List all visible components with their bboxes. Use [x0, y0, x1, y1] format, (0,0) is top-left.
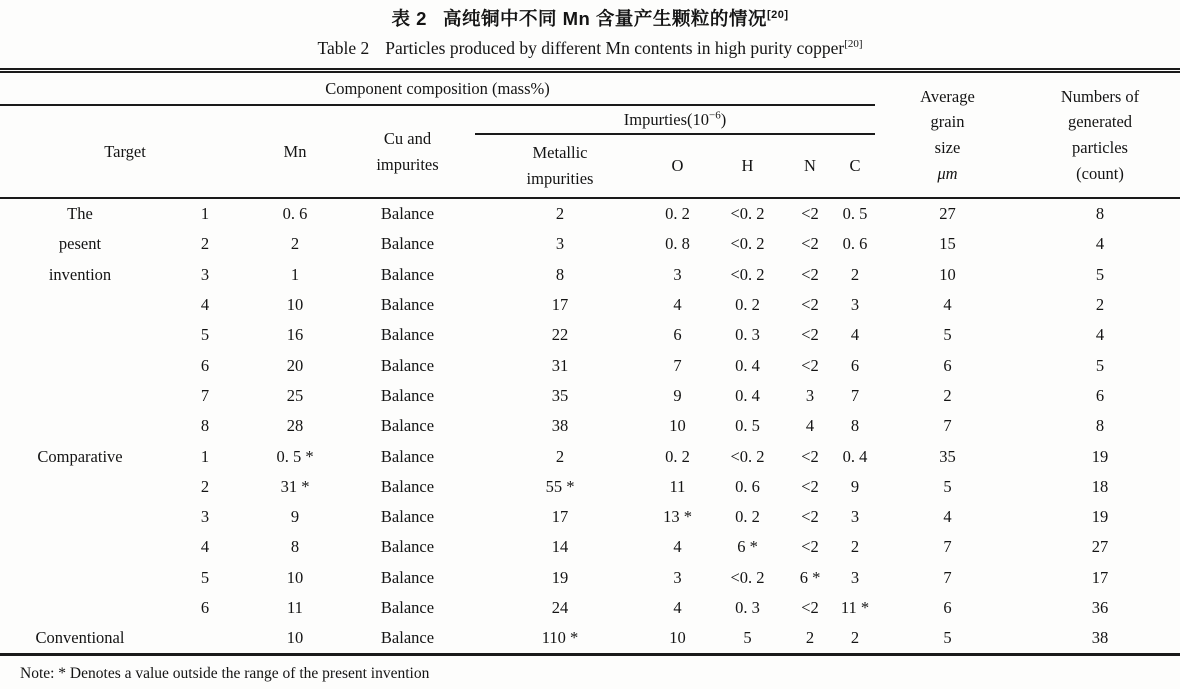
cell-target [0, 593, 160, 623]
cell-o: 10 [669, 628, 686, 648]
cell-target: The [67, 204, 93, 224]
cell-mn: 2 [290, 234, 300, 254]
cell-metallic: 2 [555, 204, 565, 224]
cell-o: 3 [673, 567, 682, 587]
cell-o: 4 [673, 295, 682, 315]
cell-c: 0. 4 [842, 446, 868, 466]
col-header-c: C [849, 156, 861, 176]
cell-no [160, 623, 250, 655]
cell-grain: 5 [943, 628, 952, 648]
cell-mn: 28 [286, 416, 304, 436]
citation-superscript-zh: [20] [766, 8, 789, 21]
cell-c: 0. 5 [842, 204, 868, 224]
cell-grain: 5 [943, 325, 952, 345]
cell-n: 3 [805, 385, 815, 405]
cell-no: 6 [200, 355, 210, 375]
cell-target [0, 320, 160, 350]
cell-mn: 25 [286, 385, 304, 405]
cell-c: 9 [850, 476, 860, 496]
impurties-exponent: −6 [709, 109, 721, 122]
table-row [0, 290, 1180, 320]
cell-n: <2 [801, 476, 819, 496]
cell-target [0, 532, 160, 562]
cell-cu: Balance [380, 476, 435, 496]
cell-o: 0. 2 [665, 204, 690, 224]
table-row [0, 198, 1180, 229]
table-body [0, 198, 1180, 655]
cell-cu: Balance [380, 446, 435, 466]
table-row [0, 350, 1180, 380]
cell-c: 3 [850, 295, 860, 315]
caption-en-text: Particles produced by different Mn contents in high purity copper [385, 38, 845, 58]
header-line: generated [1067, 112, 1133, 132]
cell-cu: Balance [380, 234, 435, 254]
cell-metallic: 3 [555, 234, 565, 254]
table-row [0, 260, 1180, 290]
cell-c: 0. 6 [842, 234, 868, 254]
cell-h: <0. 2 [730, 234, 765, 254]
cell-o: 0. 2 [665, 446, 690, 466]
cell-h: 0. 4 [735, 385, 760, 405]
cell-particles: 2 [1095, 295, 1105, 315]
table-row [0, 532, 1180, 562]
cell-grain: 15 [939, 234, 956, 254]
cell-n: <2 [801, 446, 819, 466]
cell-grain: 5 [943, 476, 952, 496]
citation-superscript-en: [20] [844, 38, 863, 51]
cell-target: pesent [58, 234, 102, 254]
cell-particles: 8 [1095, 204, 1105, 224]
cell-grain: 4 [943, 507, 952, 527]
col-header-impurties [475, 105, 875, 134]
table-row [0, 381, 1180, 411]
cell-cu: Balance [380, 567, 435, 587]
cell-mn: 10 [286, 567, 304, 587]
cell-no: 3 [200, 264, 210, 284]
cell-mn: 0. 6 [282, 204, 308, 224]
cell-no: 5 [200, 567, 210, 587]
cell-target [0, 350, 160, 380]
header-line: Metallic [532, 143, 588, 163]
cell-cu: Balance [380, 507, 435, 527]
cell-c: 2 [850, 628, 860, 648]
cell-target: Conventional [35, 628, 125, 648]
cell-metallic: 17 [551, 507, 569, 527]
cell-no: 8 [200, 416, 210, 436]
cell-cu: Balance [380, 416, 435, 436]
cell-particles: 17 [1091, 567, 1109, 587]
impurties-label-close: ) [720, 109, 727, 129]
cell-metallic: 38 [551, 416, 569, 436]
cell-particles: 38 [1091, 628, 1109, 648]
cell-target: Comparative [37, 446, 123, 466]
cell-cu: Balance [380, 598, 435, 618]
cell-cu: Balance [380, 537, 435, 557]
data-table [0, 68, 1180, 656]
col-header-o: O [671, 156, 684, 176]
cell-grain: 4 [943, 295, 952, 315]
table-row [0, 593, 1180, 623]
cell-cu: Balance [380, 385, 435, 405]
cell-target [0, 502, 160, 532]
header-line: particles [1072, 138, 1128, 157]
col-header-average-grain-size [875, 71, 1020, 199]
cell-mn: 20 [286, 355, 304, 375]
cell-target: invention [48, 264, 112, 284]
cell-grain: 27 [939, 204, 956, 224]
cell-h: 6 * [737, 537, 758, 557]
cell-no: 4 [200, 537, 210, 557]
cell-o: 7 [673, 355, 682, 375]
cell-o: 6 [673, 325, 682, 345]
cell-n: <2 [801, 325, 819, 345]
cell-mn: 9 [290, 507, 300, 527]
cell-metallic: 31 [551, 355, 569, 375]
col-header-metallic-impurities [475, 134, 645, 198]
cell-cu: Balance [380, 204, 435, 224]
header-line: Numbers of [1060, 86, 1140, 106]
cell-target [0, 472, 160, 502]
cell-no: 2 [200, 476, 210, 496]
cell-no: 5 [200, 325, 210, 345]
cell-grain: 6 [943, 355, 952, 375]
cell-o: 11 [669, 476, 686, 496]
col-header-component-composition: Component composition (mass%) [0, 71, 875, 106]
caption-zh-text: 高纯铜中不同 Mn 含量产生颗粒的情况 [442, 8, 767, 29]
cell-mn: 10 [286, 295, 304, 315]
cell-h: 0. 5 [735, 416, 760, 436]
cell-n: <2 [801, 598, 819, 618]
cell-particles: 5 [1095, 355, 1105, 375]
cell-grain: 35 [939, 446, 956, 466]
cell-target [0, 381, 160, 411]
cell-metallic: 2 [555, 446, 565, 466]
cell-particles: 36 [1091, 598, 1109, 618]
cell-particles: 19 [1091, 446, 1109, 466]
table-caption-zh [0, 0, 1180, 31]
cell-grain: 7 [943, 537, 952, 557]
footnote: Note: * Denotes a value outside the range of the present invention [20, 665, 430, 683]
header-line: Average [920, 86, 975, 106]
cell-cu: Balance [380, 325, 435, 345]
cell-particles: 27 [1091, 537, 1109, 557]
cell-h: 0. 4 [735, 355, 760, 375]
cell-n: <2 [801, 507, 819, 527]
table-header [0, 71, 1180, 199]
cell-metallic: 55 * [545, 476, 575, 496]
cell-c: 4 [850, 325, 860, 345]
cell-mn: 10 [286, 628, 304, 648]
cell-metallic: 14 [551, 537, 569, 557]
cell-metallic: 19 [551, 567, 569, 587]
cell-h: <0. 2 [730, 567, 765, 587]
cell-o: 0. 8 [665, 234, 690, 254]
cell-c: 11 * [840, 598, 870, 618]
cell-mn: 31 * [280, 476, 310, 496]
table-row [0, 472, 1180, 502]
table-row [0, 229, 1180, 259]
cell-o: 13 * [663, 507, 692, 527]
cell-c: 7 [850, 385, 860, 405]
cell-n: <2 [801, 537, 819, 557]
caption-en-label: Table 2 [317, 38, 370, 58]
header-line: grain [930, 112, 965, 132]
cell-target [0, 411, 160, 441]
cell-n: <2 [801, 295, 819, 315]
table-row [0, 563, 1180, 593]
cell-no: 4 [200, 295, 210, 315]
cell-n: 2 [805, 628, 815, 648]
cell-o: 10 [669, 416, 686, 436]
col-header-cu-and-impurites [340, 105, 475, 198]
cell-particles: 5 [1095, 264, 1105, 284]
cell-n: <2 [801, 355, 819, 375]
col-header-numbers-of-particles [1020, 71, 1180, 199]
cell-h: 0. 3 [735, 325, 760, 345]
cell-c: 2 [850, 537, 860, 557]
table-caption-en [0, 38, 1180, 59]
cell-no: 7 [200, 385, 210, 405]
cell-metallic: 22 [551, 325, 569, 345]
cell-cu: Balance [380, 264, 435, 284]
header-line: impurites [376, 154, 439, 174]
cell-cu: Balance [380, 628, 435, 648]
cell-c: 3 [850, 507, 860, 527]
cell-no: 1 [200, 204, 210, 224]
cell-cu: Balance [380, 295, 435, 315]
cell-metallic: 24 [551, 598, 569, 618]
cell-cu: Balance [380, 355, 435, 375]
header-line: Cu and [383, 128, 432, 148]
header-line: impurities [526, 169, 594, 188]
cell-metallic: 17 [551, 295, 569, 315]
table-row [0, 623, 1180, 655]
col-header-mn: Mn [283, 141, 307, 161]
cell-c: 6 [850, 355, 860, 375]
cell-metallic: 35 [551, 385, 569, 405]
cell-particles: 19 [1091, 507, 1109, 527]
impurties-label: Impurties(10 [623, 109, 709, 129]
cell-h: 5 [743, 628, 752, 648]
cell-no: 1 [200, 446, 210, 466]
cell-no: 2 [200, 234, 210, 254]
cell-target [0, 290, 160, 320]
table-row [0, 320, 1180, 350]
cell-metallic: 110 * [541, 628, 579, 648]
cell-no: 3 [200, 507, 210, 527]
cell-grain: 7 [943, 416, 952, 436]
cell-mn: 0. 5 * [276, 446, 314, 466]
cell-n: <2 [801, 264, 819, 284]
cell-particles: 8 [1095, 416, 1105, 436]
cell-h: <0. 2 [730, 264, 765, 284]
header-line: size [934, 138, 961, 157]
col-header-h: H [741, 156, 754, 176]
cell-h: <0. 2 [730, 204, 765, 224]
cell-c: 3 [850, 567, 860, 587]
cell-n: 6 * [799, 567, 821, 587]
cell-grain: 2 [943, 385, 952, 405]
cell-c: 8 [850, 416, 860, 436]
caption-zh-label: 表 2 [391, 8, 427, 29]
cell-mn: 11 [287, 598, 303, 618]
cell-c: 2 [850, 264, 860, 284]
cell-grain: 10 [939, 264, 956, 284]
cell-h: 0. 2 [735, 507, 760, 527]
table-row [0, 441, 1180, 471]
cell-o: 4 [673, 598, 682, 618]
cell-h: 0. 2 [735, 295, 760, 315]
header-line: (count) [1076, 163, 1124, 183]
cell-particles: 6 [1095, 385, 1105, 405]
cell-o: 4 [673, 537, 682, 557]
header-line-unit: μm [937, 163, 958, 183]
cell-h: 0. 6 [735, 476, 760, 496]
cell-n: <2 [801, 204, 819, 224]
cell-o: 3 [673, 264, 682, 284]
cell-metallic: 8 [555, 264, 565, 284]
cell-grain: 6 [943, 598, 952, 618]
cell-h: <0. 2 [730, 446, 765, 466]
cell-particles: 4 [1095, 234, 1105, 254]
header-row-1 [0, 71, 1180, 106]
cell-target [0, 563, 160, 593]
cell-mn: 16 [286, 325, 304, 345]
cell-no: 6 [200, 598, 210, 618]
cell-o: 9 [673, 385, 682, 405]
cell-mn: 8 [290, 537, 300, 557]
cell-grain: 7 [943, 567, 952, 587]
cell-n: <2 [801, 234, 819, 254]
col-header-n: N [804, 156, 816, 176]
cell-particles: 4 [1095, 325, 1105, 345]
table-row [0, 502, 1180, 532]
cell-n: 4 [805, 416, 815, 436]
cell-mn: 1 [290, 264, 300, 284]
cell-h: 0. 3 [735, 598, 760, 618]
table-row [0, 411, 1180, 441]
cell-particles: 18 [1091, 476, 1109, 496]
col-header-target: Target [104, 141, 146, 161]
